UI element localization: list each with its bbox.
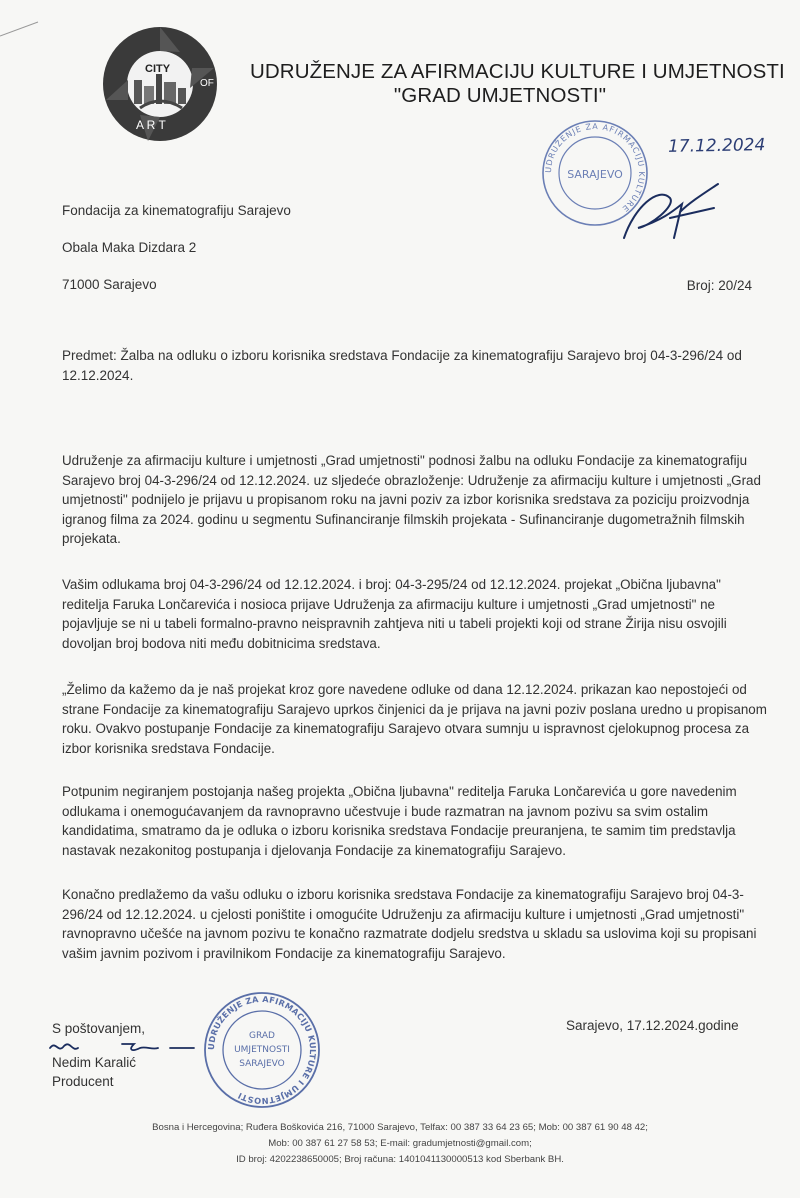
recipient-city: 71000 Sarajevo (62, 277, 157, 292)
body-paragraph-1: Udruženje za afirmaciju kulture i umjetnosti „Grad umjetnosti" podnosi žalbu na odluku Fondacije za kinematografiju Sarajevo broj 04-3-296/24 od 12.12.2024. uz sljedeće obrazloženje: Udruženje za afirmaciju kulture i umjetnosti „Grad umjetnosti" podnijelo je prijavu u propisanom roku na javni poziv za izbor korisnika sredstava za poziciju proizvodnja igranog filma za 2024. godinu u segmentu Sufinanciranje filmskih projekata - Sufinanciranje dugometražnih filmskih projekata. (62, 453, 761, 546)
stamp-bottom-line-3: SARAJEVO (239, 1059, 285, 1069)
reference-number: Broj: 20/24 (686, 278, 752, 293)
body-paragraph-2: Vašim odlukama broj 04-3-296/24 od 12.12.2024. i broj: 04-3-295/24 od 12.12.2024. projekat „Obična ljubavna" reditelja Faruka Lončarevića i nosioca prijave Udruženja za afirmaciju kulture i umjetnosti „Grad umjetnosti" ne pojavljuje se ni u tabeli formalno-pravno neispravnih zahtjeva niti u tabeli projekti koji od strane Žirija nisu osvojili dovoljan broj bodova niti među dobitnicima sredstava. (62, 577, 727, 651)
scan-edge-line (0, 0, 40, 40)
stamp-bottom-line-1: GRAD (249, 1031, 275, 1041)
handwritten-date: 17.12.2024 (667, 135, 766, 157)
place-and-date: Sarajevo, 17.12.2024.godine (566, 1018, 739, 1033)
organization-title (250, 60, 785, 108)
letter-subject: Predmet: Žalba na odluku o izboru korisnika sredstava Fondacije za kinematografiju Sarajevo broj 04-3-296/24 od 12.12.2024. (62, 348, 742, 383)
stamp-bottom-line-2: UMJETNOSTI (234, 1045, 290, 1055)
recipient-name: Fondacija za kinematografiju Sarajevo (62, 203, 291, 218)
signatory-role: Producent (52, 1074, 114, 1089)
closing-greeting: S poštovanjem, (52, 1021, 146, 1036)
logo-city-text: CITY (145, 63, 171, 75)
stamp-bottom-ring-text: UDRUŽENJE ZA AFIRMACIJU KULTURE I UMJETNOSTI (205, 993, 319, 1107)
official-stamp-bottom (188, 990, 336, 1110)
body-paragraph-3: „Želimo da kažemo da je naš projekat kroz gore navedene odluke od dana 12.12.2024. prikazan kao nepostojeći od strane Fondacije za kinematografiju Sarajevo uprkos činjenici da je prijava na javni poziv poslana uredno u propisanom roku. Ovakvo postupanje Fondacije za kinematografiju Sarajevo otvara sumnju u ispravnost cjelokupnog procesa za izbor korisnika sredstava Fondacije. (62, 682, 767, 756)
signatory-name: Nedim Karalić (52, 1055, 137, 1070)
city-of-art-logo (88, 22, 242, 142)
footer-address-line: Bosna i Hercegovina; Ruđera Boškovića 216, 71000 Sarajevo, Telfax: 00 387 33 64 23 65; Mob: 00 387 61 90 48 42; (152, 1122, 648, 1133)
organization-subname: "GRAD UMJETNOSTI" (393, 84, 607, 107)
footer-contact-line: Mob: 00 387 61 27 58 53; E-mail: gradumjetnosti@gmail.com; (268, 1138, 532, 1149)
organization-name: UDRUŽENJE ZA AFIRMACIJU KULTURE I UMJETNOSTI (250, 60, 785, 83)
stamp-top-ring-text: UDRUŽENJE ZA AFIRMACIJU KULTURE (543, 121, 647, 214)
signature-top (610, 168, 730, 250)
logo-art-text: A R T (136, 118, 166, 132)
letter-footer (40, 1120, 760, 1168)
recipient-street: Obala Maka Dizdara 2 (62, 240, 197, 255)
footer-bank-line: ID broj: 4202238650005; Broj računa: 1401041130000513 kod Sberbank BH. (236, 1154, 564, 1165)
stamp-top-center-text: SARAJEVO (567, 168, 623, 181)
logo-of-text: OF (200, 78, 214, 89)
body-paragraph-5: Konačno predlažemo da vašu odluku o izboru korisnika sredstava Fondacije za kinematografiju Sarajevo broj 04-3-296/24 od 12.12.2024. u cjelosti poništite i omogućite Udruženju za afirmaciju kulture i umjetnosti „Grad umjetnosti" ravnopravno učešće na javnom pozivu te konačno razmatrate dodjelu sredstva u skladu sa uslovima koji su propisani vašim javnim pozivom i pravilnikom Fondacije za kinematografiju Sarajevo. (62, 887, 757, 961)
body-paragraph-4: Potpunim negiranjem postojanja našeg projekta „Obična ljubavna" reditelja Faruka Lončarevića u gore navedenim odlukama i onemogućavanjem da ravnopravno učestvuje i bude razmatran na javnom pozivu sa svim ostalim kandidatima, smatramo da je odluka o izboru korisnika sredstava Fondacije preuranjena, te samim tim predstavlja nastavak nezakonitog postupanja i djelovanja Fondacije za kinematografiju Sarajevo. (62, 784, 737, 858)
